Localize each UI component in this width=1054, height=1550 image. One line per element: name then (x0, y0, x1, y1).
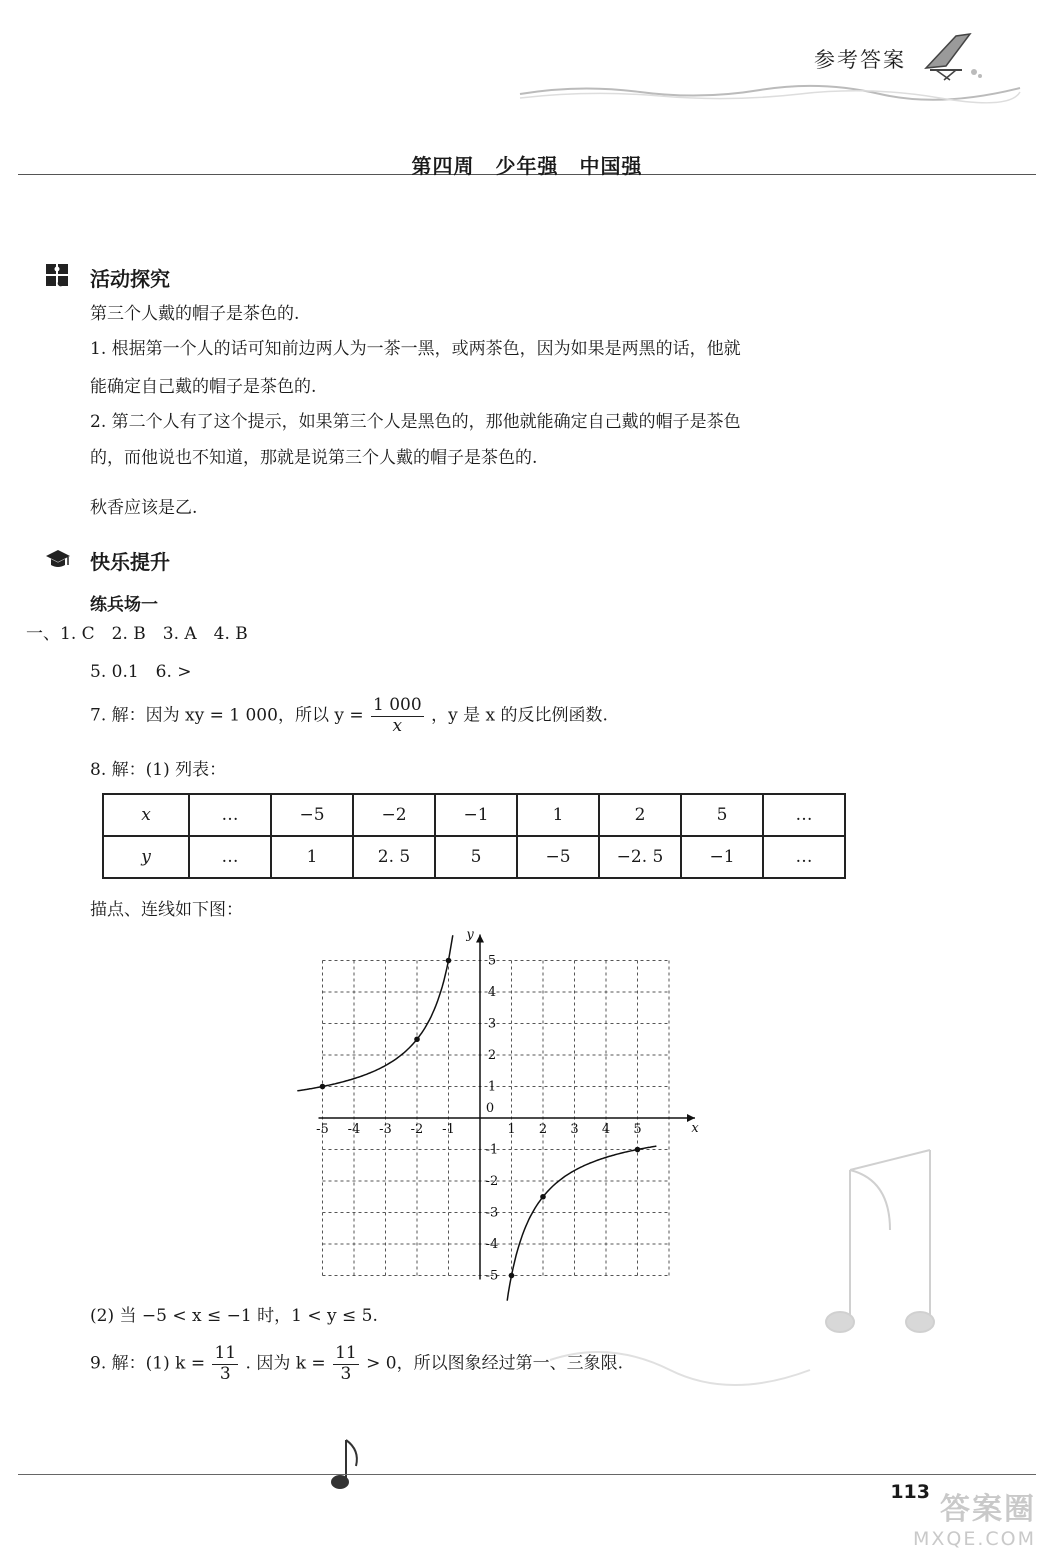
graduation-cap-icon (44, 546, 72, 576)
watermark-url: MXQE.COM (912, 1528, 1036, 1550)
y-tick-label: 3 (487, 1016, 497, 1032)
answer-line: 第三个人戴的帽子是茶色的. (90, 304, 300, 324)
y-axis-arrow (476, 935, 484, 943)
table-cell: 1 (517, 794, 599, 836)
answer-q8-intro: 8. 解：(1) 列表： (90, 760, 227, 780)
y-axis-label: y (466, 927, 474, 943)
y-tick-label: 2 (487, 1048, 497, 1063)
x-tick-label: 2 (538, 1122, 548, 1137)
y-tick-label: -1 (485, 1142, 499, 1158)
value-table (102, 793, 846, 879)
table-cell: 2 (599, 794, 681, 836)
q9-prefix: 9. 解：(1) k = (90, 1353, 206, 1374)
table-cell: 5 (681, 794, 763, 836)
answer-line: 的，而他说也不知道，那就是说第三个人戴的帽子是茶色的. (90, 448, 538, 468)
table-row (103, 836, 845, 878)
subsection-title: 练兵场一 (90, 595, 158, 615)
answer-line: 1. 根据第一个人的话可知前边两人为一茶一黑，或两茶色，因为如果是两黑的话，他就 (90, 339, 741, 359)
table-header-x: x (103, 794, 189, 836)
x-axis-label: x (691, 1121, 699, 1136)
x-tick-label: 5 (633, 1122, 642, 1137)
table-cell: −1 (435, 794, 517, 836)
q7-denominator: x (392, 715, 403, 736)
y-tick-label: -5 (485, 1268, 499, 1284)
q9-denominator: 3 (219, 1363, 231, 1384)
x-tick-label: -5 (316, 1122, 329, 1137)
x-tick-label: 1 (507, 1122, 516, 1137)
q9-mid: . 因为 k = (245, 1353, 326, 1374)
y-tick-label: -2 (485, 1174, 499, 1189)
curve-branch-right (507, 1146, 656, 1301)
music-notes-decoration (150, 1300, 1050, 1500)
answer-line: 秋香应该是乙. (90, 498, 198, 518)
table-cell: … (763, 794, 845, 836)
bottom-rule (18, 1474, 1036, 1475)
q9-denominator-2: 3 (340, 1363, 352, 1384)
data-point (635, 1147, 641, 1153)
q7-suffix: ，y 是 x 的反比例函数. (431, 705, 608, 726)
x-tick-label: -4 (347, 1122, 361, 1137)
plot-note: 描点、连线如下图： (90, 900, 243, 920)
x-tick-label: 3 (570, 1122, 579, 1137)
table-cell: … (189, 794, 271, 836)
data-point (540, 1194, 546, 1200)
q7-prefix: 7. 解：因为 xy = 1 000，所以 y = (90, 705, 364, 726)
watermark-text: 答案圈 (940, 1492, 1036, 1527)
y-tick-label: 4 (487, 985, 497, 1000)
table-cell: 2. 5 (353, 836, 435, 878)
q9-numerator-2: 11 (335, 1343, 357, 1363)
q7-fraction (371, 696, 424, 736)
watermark (913, 1484, 1036, 1550)
page-number: 113 (890, 1481, 930, 1503)
table-cell: −2 (353, 794, 435, 836)
y-tick-label: -4 (485, 1237, 499, 1252)
q9-numerator: 11 (214, 1343, 237, 1363)
q9-suffix: > 0，所以图象经过第一、三象限. (366, 1353, 624, 1374)
data-point (414, 1036, 420, 1042)
x-tick-label: -3 (379, 1122, 392, 1137)
x-tick-label: -2 (410, 1122, 424, 1137)
function-graph (290, 926, 699, 1286)
header-label: 参考答案 (814, 48, 906, 72)
data-point (509, 1273, 515, 1279)
origin-label: 0 (485, 1101, 495, 1116)
y-tick-label: 1 (487, 1079, 497, 1095)
x-tick-label: 4 (601, 1122, 611, 1137)
q7-numerator: 1 000 (373, 695, 422, 715)
puzzle-icon (44, 262, 70, 292)
section-title-practice: 快乐提升 (90, 550, 170, 574)
answer-line-1-4: 一、1. C 2. B 3. A 4. B (26, 624, 248, 644)
table-cell: 5 (435, 836, 517, 878)
table-cell: … (189, 836, 271, 878)
section-title-activity: 活动探究 (90, 267, 170, 291)
table-cell: … (763, 836, 845, 878)
y-tick-label: 5 (487, 953, 497, 969)
table-cell: 1 (271, 836, 353, 878)
page-title: 第四周 少年强 中国强 (411, 154, 643, 178)
answer-line: 2. 第二个人有了这个提示，如果第三个人是黑色的，那他就能确定自己戴的帽子是茶色 (90, 412, 741, 432)
y-tick-label: -3 (485, 1205, 499, 1221)
data-point (320, 1084, 326, 1090)
answer-line: 能确定自己戴的帽子是茶色的. (90, 377, 317, 397)
answer-line-5-6: 5. 0.1 6. > (90, 662, 192, 682)
answer-q8-2: (2) 当 −5 < x ≤ −1 时，1 < y ≤ 5. (90, 1306, 378, 1326)
table-cell: −5 (271, 794, 353, 836)
table-cell: −2. 5 (599, 836, 681, 878)
data-point (446, 958, 452, 964)
table-cell: −5 (517, 836, 599, 878)
x-tick-label: -1 (442, 1122, 455, 1137)
table-row (103, 794, 845, 836)
answer-q7 (90, 696, 608, 736)
curve-branch-left (297, 935, 453, 1091)
table-cell: −1 (681, 836, 763, 878)
table-header-y: y (103, 836, 189, 878)
header-wave-decoration (520, 76, 1020, 106)
